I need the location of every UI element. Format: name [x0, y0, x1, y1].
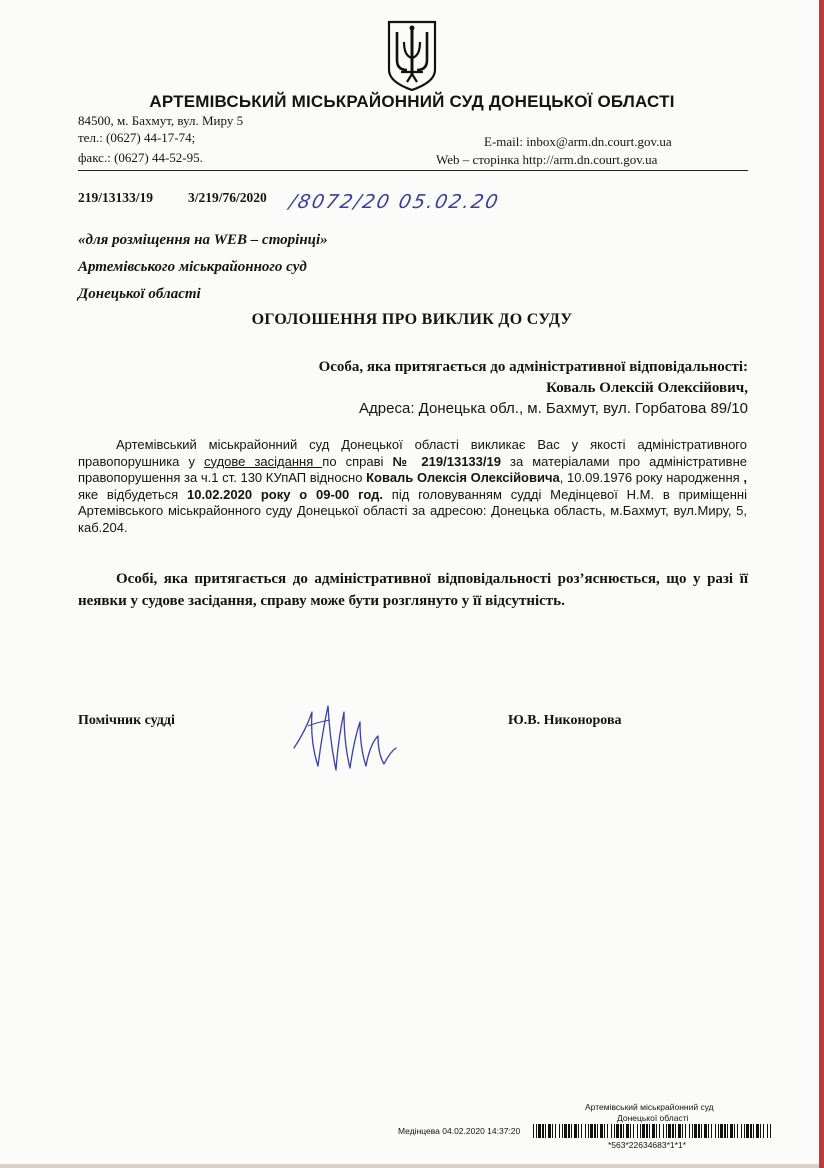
barcode-text: *563*22634683*1*1* — [608, 1140, 686, 1150]
defendant-name: Коваль Олексія Олексійовича — [366, 470, 560, 485]
svg-text:/8072/20 05.02.20: /8072/20 05.02.20 — [287, 190, 502, 213]
barcode — [533, 1124, 771, 1138]
court-phone: тел.: (0627) 44-17-74; — [78, 130, 196, 145]
absence-notice: Особі, яка притягається до адміністративної відповідальності роз’яснюється, що у разі її неявки у судове засідання, справу може бути розглянуто у її відсутність. — [78, 571, 748, 609]
hearing-text-underlined: судове засідання — [204, 453, 323, 469]
case-reference: № 219/13133/19 — [392, 453, 501, 469]
addressee-line-1: «для розміщення на WEB – сторінці» — [78, 232, 328, 248]
court-name-heading: АРТЕМІВСЬКИЙ МІСЬКРАЙОННИЙ СУД ДОНЕЦЬКОЇ ОБЛАСТІ — [149, 92, 675, 111]
court-address: 84500, м. Бахмут, вул. Миру 5 — [78, 113, 244, 128]
court-fax: факс.: (0627) 44-52-95. — [78, 150, 203, 165]
court-email: E-mail: inbox@arm.dn.court.gov.ua — [484, 134, 672, 149]
handwritten-signature — [288, 682, 408, 782]
person-role: Особа, яка притягається до адміністративної відповідальності: — [318, 359, 748, 375]
document-title: ОГОЛОШЕННЯ ПРО ВИКЛИК ДО СУДУ — [251, 311, 573, 328]
trident-coat-of-arms-icon — [385, 20, 439, 92]
handwritten-registration-note — [285, 186, 515, 220]
header-divider — [78, 170, 748, 171]
person-name: Коваль Олексій Олексійович, — [546, 380, 748, 396]
addressee-line-3: Донецької області — [78, 286, 201, 302]
case-number: 219/13133/19 — [78, 190, 154, 205]
hearing-datetime: 10.02.2020 року о 09-00 год. — [186, 486, 383, 502]
summons-body: Артемівський міськрайонний суд Донецької області викликає Вас у якості адміністративного правопорушника у судове засідання по справі № 219/13133/19 за матеріалами про адміністративне правопорушення за ч.1 ст. 130 КУпАП відносно Коваль Олексія Олексійовича, 10.09.1976 року народження , яке відбудеться 10.02.2020 року о 09-00 год. під головуванням судді Медінцевої Н.М. в приміщенні Артемівського міськрайонного суду Донецької області за адресою: Донецька область, м.Бахмут, вул.Миру, 5, каб.204. — [78, 437, 747, 535]
stamp-org-line-1: Артемівський міськрайонний суд — [585, 1102, 714, 1112]
person-address: Адреса: Донецька обл., м. Бахмут, вул. Горбатова 89/10 — [359, 400, 748, 417]
stamp-org-line-2: Донецької області — [617, 1113, 689, 1123]
court-website: Web – сторінка http://arm.dn.court.gov.ua — [436, 152, 658, 167]
proceeding-number: 3/219/76/2020 — [188, 190, 267, 205]
signatory-position: Помічник судді — [78, 713, 175, 728]
addressee-line-2: Артемівського міськрайонного суд — [78, 259, 307, 275]
signatory-name: Ю.В. Никонорова — [508, 713, 622, 728]
stamp-registration: Медінцева 04.02.2020 14:37:20 — [398, 1126, 521, 1136]
